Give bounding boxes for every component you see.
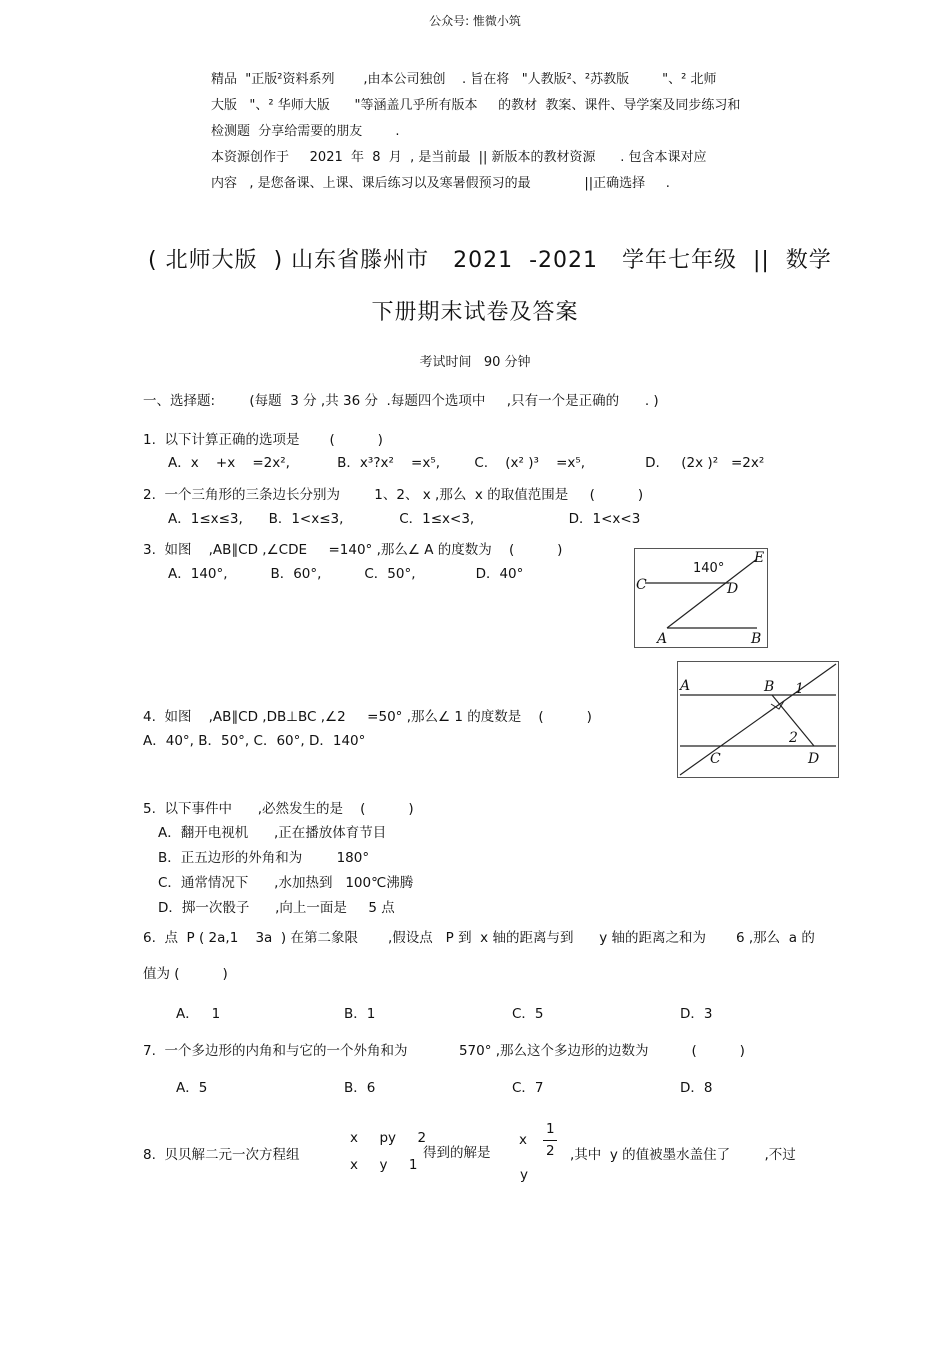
q3-label-e: E — [754, 550, 765, 566]
q4-options: A．40°, B．50°, C．60°, D．140° — [143, 733, 366, 749]
q4-label-b: B — [764, 679, 775, 695]
q5-stem: 5. 以下事件中 ,必然发生的是 ( ) — [143, 801, 414, 817]
q4-stem: 4. 如图 ,AB∥CD ,DB⊥BC ,∠2 =50° ,那么∠ 1 的度数是 ( ) — [143, 709, 592, 725]
q5-option-d: D．掷一次骰子 ,向上一面是 5 点 — [158, 900, 395, 916]
title-line-2: 下册期末试卷及答案 — [371, 300, 579, 325]
q1-stem: 1. 以下计算正确的选项是 ( ) — [143, 432, 383, 448]
intro-line-3: 检测题 分享给需要的朋友 . — [211, 124, 400, 139]
q8-solution-x: x — [519, 1132, 527, 1148]
q8-equation-2: x y 1 — [350, 1157, 418, 1173]
q3-options: A．140°, B．60°, C．50°, D．40° — [168, 566, 524, 582]
q7-option-d: D．8 — [680, 1080, 713, 1096]
q3-label-d: D — [727, 581, 739, 597]
q6-stem: 6. 点 P ( 2a,1 3a ) 在第二象限 ,假设点 P 到 x 轴的距离与到 y 轴的距离之和为 6 ,那么 a 的 — [143, 930, 815, 946]
intro-line-4: 本资源创作于 2021 年 8 月 , 是当前最 || 新版本的教材资源 . 包含本课对应 — [211, 150, 707, 165]
intro-line-1: 精品 "正版²资料系列 ,由本公司独创 . 旨在将 "人教版²、²苏教版 "、² 北师 — [211, 72, 717, 87]
q3-figure — [634, 548, 768, 648]
q8-solution-y: y — [520, 1167, 528, 1183]
q3-label-a: A — [657, 631, 668, 647]
q7-option-b: B．6 — [344, 1080, 376, 1096]
q4-label-2: 2 — [789, 730, 798, 746]
q4-label-d: D — [808, 751, 820, 767]
section-heading: 一、选择题: (每题 3 分 ,共 36 分 .每题四个选项中 ,只有一个是正确的 . ) — [143, 393, 659, 409]
q5-option-a: A．翻开电视机 ,正在播放体育节目 — [158, 825, 387, 841]
q6-stem-2: 值为 ( ) — [143, 966, 228, 982]
q8-fraction-bar — [543, 1140, 557, 1141]
q8-solution-numerator: 1 — [546, 1121, 555, 1137]
page-header: 公众号: 惟微小筑 — [429, 14, 521, 28]
q6-option-b: B．1 — [344, 1006, 376, 1022]
q3-label-b: B — [751, 631, 762, 647]
q6-option-d: D．3 — [680, 1006, 713, 1022]
q7-option-c: C．7 — [512, 1080, 544, 1096]
q4-label-1: 1 — [795, 681, 804, 697]
q3-stem: 3. 如图 ,AB∥CD ,∠CDE =140° ,那么∠ A 的度数为 ( ) — [143, 542, 563, 558]
q4-label-c: C — [710, 751, 721, 767]
q8-equation-1: x py 2 — [350, 1130, 427, 1146]
q5-option-c: C．通常情况下 ,水加热到 100℃沸腾 — [158, 875, 414, 891]
q7-stem: 7. 一个多边形的内角和与它的一个外角和为 570° ,那么这个多边形的边数为 ( ) — [143, 1043, 745, 1059]
q2-options: A．1≤x≤3, B．1<x≤3, C．1≤x<3, D．1<x<3 — [168, 511, 641, 527]
q8-solution-denominator: 2 — [546, 1143, 555, 1159]
q6-option-c: C．5 — [512, 1006, 544, 1022]
q3-label-c: C — [636, 577, 647, 593]
q8-prefix: 8. 贝贝解二元一次方程组 — [143, 1147, 300, 1163]
exam-time: 考试时间 90 分钟 — [419, 355, 531, 370]
q2-stem: 2. 一个三角形的三条边长分别为 1、2、 x ,那么 x 的取值范围是 ( ) — [143, 487, 644, 503]
q4-figure — [677, 661, 839, 778]
q5-option-b: B．正五边形的外角和为 180° — [158, 850, 370, 866]
q7-option-a: A．5 — [176, 1080, 208, 1096]
q4-label-a: A — [680, 678, 691, 694]
q1-options: A．x +x =2x², B．x³?x² =x⁵, C. (x² )³ =x⁵, D. (2x )² =2x² — [168, 455, 765, 471]
q8-suffix: ,其中 y 的值被墨水盖住了 ,不过 — [570, 1147, 796, 1163]
q3-angle-label: 140° — [693, 561, 725, 576]
intro-line-5: 内容 , 是您备课、上课、课后练习以及寒暑假预习的最 ||正确选择 . — [211, 176, 670, 191]
title-line-1: ( 北师大版 ) 山东省滕州市 2021 -2021 学年七年级 || 数学 — [148, 248, 832, 273]
q6-option-a: A． 1 — [176, 1006, 221, 1022]
intro-line-2: 大版 "、² 华师大版 "等涵盖几乎所有版本 的教材 教案、课件、导学案及同步练习和 — [211, 98, 741, 113]
q8-mid-text: 得到的解是 — [423, 1145, 491, 1161]
